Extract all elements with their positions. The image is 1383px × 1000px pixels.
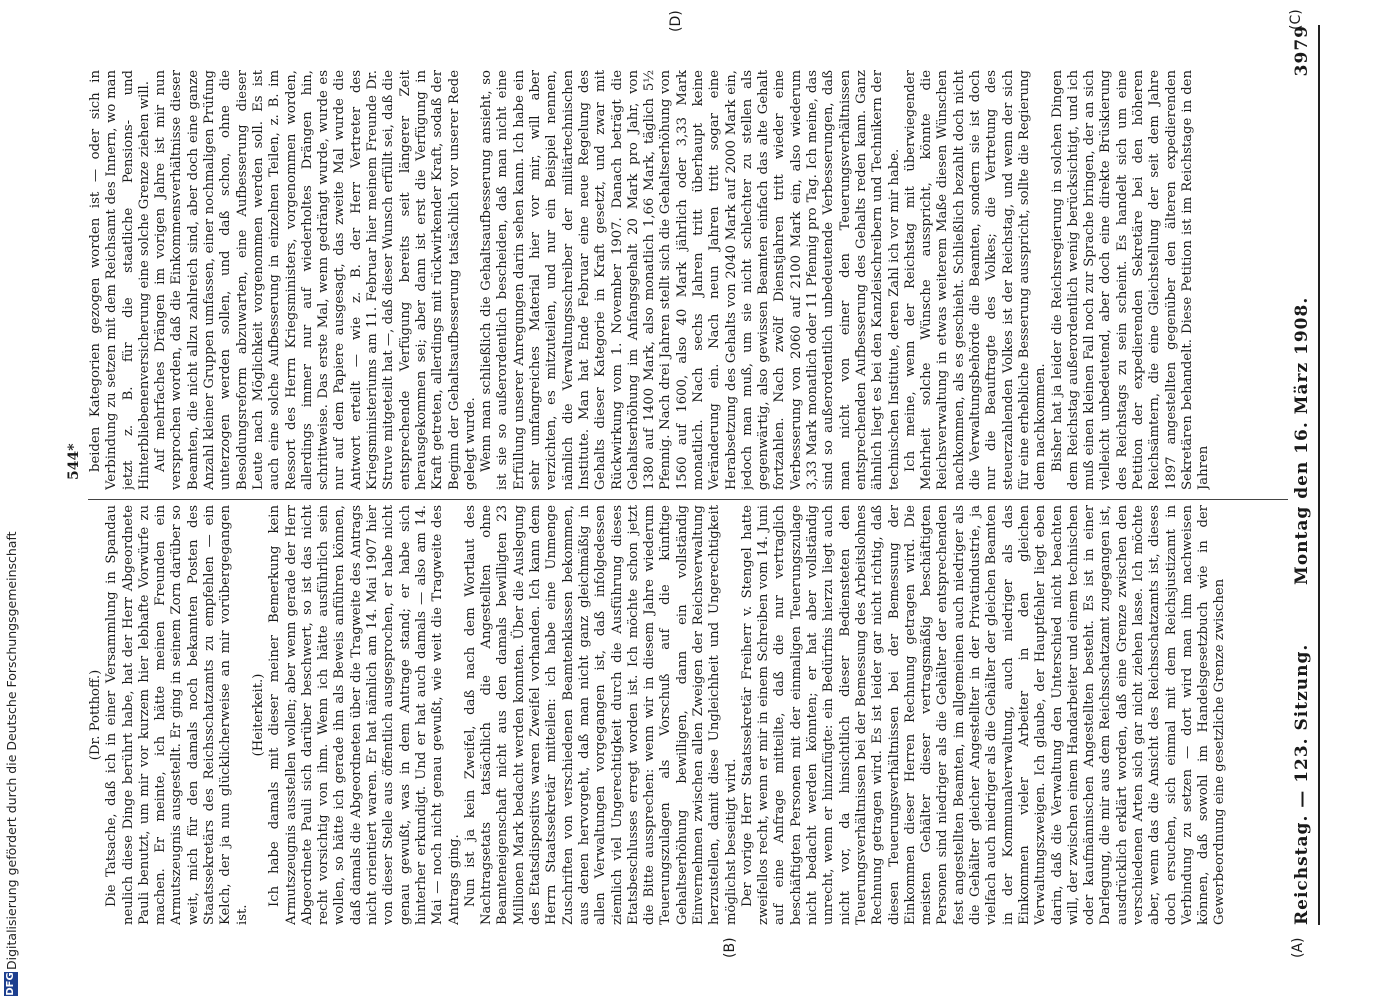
header-session: Reichstag. — 123. Sitzung. <box>1292 643 1312 925</box>
paragraph: Ich habe damals mit dieser meiner Bemerkung kein Armutszeugnis ausstellen wollen; aber wenn gerade der Herr Abgeordnete Pauli sich darüber beschwert, so ist das nicht recht vorsichtig von ihm. Wenn ich hätte ausführlich sein wollen, so hätte ich gerade ihn als Beweis anführen können, daß damals die Abgeordneten über die Tragweite des Antrags nicht orientiert waren. Er hat nämlich am 14. Mai 1907 hier von dieser Stelle aus öffentlich ausgesprochen, er habe nicht genau gewußt, was in dem Antrage stand; er habe sich hinterher erkundigt. Und er hat auch damals — also am 14. Mai — noch nicht genau gewußt, wie weit die Tragweite des Antrags ging. <box>267 505 462 925</box>
interjection: (Heiterkeit.) <box>250 673 266 757</box>
speaker-label: (Dr. Potthoff.) <box>88 669 103 761</box>
margin-marker-c: (C) <box>1288 9 1304 30</box>
paragraph: Wenn man schließlich die Gehaltsaufbesserung ansieht, so ist sie so außerordentlich bescheiden, daß man nicht eine Erfüllung unserer Anregungen darin sehen kann. Ich habe ein sehr umfangreiches Material hier vor mir, will aber verzichten, es mitzuteilen, und nur ein Beispiel nennen, nämlich die Verwaltungsschreiber der militärtechnischen Institute. Man hat Ende Februar eine neue Regelung des Gehalts dieser Kategorie in Kraft gesetzt, und zwar mit Rückwirkung vom 1. November 1907. Danach beträgt die Gehaltserhöhung im Anfangsgehalt 20 Mark pro Jahr, von 1380 auf 1400 Mark, also monatlich 1,66 Mark, täglich 5½ Pfennig. Nach drei Jahren stellt sich die Gehaltserhöhung von 1560 auf 1600, also 40 Mark jährlich oder 3,33 Mark monatlich. Nach sechs Jahren tritt überhaupt keine Veränderung ein. Nach neun Jahren tritt sogar eine Herabsetzung des Gehalts von 2040 Mark auf 2000 Mark ein, jedoch man muß, um sie nicht schlechter zu stellen als gegenwärtig, also gewissen Beamten einfach das alte Gehalt fortzahlen. Nach zwölf Dienstjahren tritt wieder eine Verbesserung von 2060 auf 2100 Mark ein, also wiederum 3,33 Mark monatlich oder 11 Pfennig pro Tag. Ich meine, das sind so außerordentlich unbedeutende Verbesserungen, daß man nicht von einer den Teuerungsverhältnissen entsprechenden Aufbesserung des Gehalts reden kann. Ganz ähnlich liegt es bei den Kanzleischreibern und Technikern der technischen Institute, deren Zahl ich vor mir habe. <box>479 70 902 490</box>
dfg-logo: DFG <box>5 972 16 996</box>
paragraph: Ich meine, wenn der Reichstag mit überwiegender Mehrheit solche Wünsche ausspricht, könnte die Reichsverwaltung in etwas weiterem Maße diesen Wünschen nachkommen, als es geschieht. Schließlich bezahlt doch nicht die Verwaltungsbehörde die Beamten, sondern sie ist doch nur die Beauftragte des Volkes; die Vertretung des steuerzahlenden Volkes ist der Reichstag, und wenn der sich für eine erhebliche Besserung ausspricht, sollte die Regierung dem nachkommen. <box>902 70 1049 490</box>
margin-marker-d: (D) <box>668 10 684 32</box>
digitization-credit <box>0 0 24 1000</box>
header-page-number: 3979 <box>1292 25 1312 77</box>
margin-marker-a: (A) <box>1290 937 1306 958</box>
column-divider <box>88 499 1288 500</box>
paragraph: beiden Kategorien gezogen worden ist — oder sich in Verbindung zu setzen mit dem Reichsamt des Innern, wo man jetzt z. B. für die staatliche Pensions- und Hinterbliebenenversicherung eine solche Grenze ziehen will. <box>88 70 152 490</box>
paragraph: Die Tatsache, daß ich in einer Versammlung in Spandau neulich diese Dinge berührt habe, hat der Herr Abgeordnete Pauli benutzt, um mir vor kurzem hier lebhafte Vorwürfe zu machen. Er meinte, ich hätte meinen Freunden ein Armutszeugnis ausgestellt. Er ging in seinem Zorn darüber so weit, mich für den damals noch bekannten Posten des Staatssekretärs des Reichsschatzamts zu empfehlen — ein Kelch, der ja nun glücklicherweise an mir vorübergegangen ist. <box>104 505 250 925</box>
paragraph: Der vorige Herr Staatssekretär Freiherr v. Stengel hatte zweifellos recht, wenn er mir in einem Schreiben vom 14. Juni auf eine Anfrage mitteilte, daß die nur vertraglich beschäftigten Personen mit der einmaligen Teuerungszulage nicht bedacht werden könnten; er hat aber vollständig unrecht, wenn er hinzufügte: ein Bedürfnis hierzu liegt auch nicht vor, da hinsichtlich dieser Bediensteten den Teuerungsverhältnissen bei der Bemessung des Arbeitslohnes Rechnung getragen wird. Es ist leider gar nicht richtig, daß diesen Teuerungsverhältnissen bei der Bemessung der Einkommen dieser Herren Rechnung getragen wird. Die meisten Gehälter dieser vertragsmäßig beschäftigten Personen sind niedriger als die Gehälter der entsprechenden fest angestellten Beamten, im allgemeinen auch niedriger als die Gehälter gleicher Angestellter in der Privatindustrie, ja vielfach auch niedriger als die Gehälter der gleichen Beamten in der Kommunalverwaltung, auch niedriger als das Einkommen vieler Arbeiter in den gleichen Verwaltungszweigen. Ich glaube, der Hauptfehler liegt eben darin, daß die Verwaltung den Unterschied nicht beachten will, der zwischen einem Handarbeiter und einem technischen oder kaufmännischen Angestellten besteht. Es ist in einer Darlegung, die mir aus dem Reichsschatzamt zugegangen ist, ausdrücklich erklärt worden, daß eine Grenze zwischen den verschiedenen Arten sich gar nicht ziehen lasse. Ich möchte aber, wenn das die Ansicht des Reichsschatzamts ist, dieses doch ersuchen, sich einmal mit dem Reichsjustizamt in Verbindung zu setzen — dort wird man ihm nachweisen können, daß sowohl im Handelsgesetzbuch wie in der Gewerbeordnung eine gesetzliche Grenze zwischen <box>739 505 1228 925</box>
signature-mark: 544* <box>66 443 82 480</box>
paragraph: Auf mehrfaches Drängen im vorigen Jahre ist mir nun versprochen worden, daß die Einkommensverhältnisse dieser Beamten, die nicht allzu zahlreich sind, aber doch eine ganze Anzahl kleiner Gruppen umfassen, einer nochmaligen Prüfung unterzogen werden sollen, und daß schon, ohne die Besoldungsreform abzuwarten, eine Aufbesserung dieser Leute nach Möglichkeit vorgenommen werden soll. Es ist auch eine solche Aufbesserung in einzelnen Teilen, z. B. im Ressort des Herrn Kriegsministers, vorgenommen worden, allerdings immer nur auf wiederholtes Drängen hin, schrittweise. Das erste Mal, wenn gedrängt wurde, wurde es nur auf dem Papiere ausgesagt, das zweite Mal wurde die Antwort erteilt — wie z. B. der Herr Vertreter des Kriegsministeriums am 11. Februar hier meinem Freunde Dr. Struve mitgeteilt hat —, daß dieser Wunsch erfüllt sei, daß die entsprechende Verfügung bereits seit längerer Zeit herausgekommen sei; aber dann ist erst die Verfügung in Kraft getreten, allerdings mit rückwirkender Kraft, sodaß der Beginn der Gehaltsaufbesserung tatsächlich vor unserer Rede gelegt wurde. <box>153 70 478 490</box>
header-rule <box>1318 25 1320 925</box>
paragraph: Bisher hat ja leider die Reichsregierung in solchen Dingen dem Reichstag außerordentlich wenig berücksichtigt, und ich muß einen kleinen Fall noch zur Sprache bringen, der an sich vielleicht unbedeutend, aber doch eine direkte Brüskierung des Reichstags zu sein scheint. Es handelt sich um eine Petition der expedierenden Sekretäre bei den höheren Reichsämtern, die eine Gleichstellung der seit dem Jahre 1897 angestellten gegenüber den älteren expedierenden Sekretären behandelt. Diese Petition ist im Reichstage in den Jahren <box>1049 70 1212 490</box>
left-column <box>88 505 1283 925</box>
margin-marker-b: (B) <box>722 937 738 958</box>
page-header <box>1292 25 1318 925</box>
right-column <box>88 70 1283 490</box>
paragraph: Nun ist ja kein Zweifel, daß nach dem Wortlaut des Nachtragsetats tatsächlich die Angestellten ohne Beamteneigenschaft nicht aus den damals bewilligten 23 Millionen Mark bedacht werden konnten. Über die Auslegung des Etatsdispositivs waren Zweifel vorhanden. Ich kann dem Herrn Staatssekretär mitteilen: ich habe eine Unmenge Zuschriften von verschiedenen Beamtenklassen bekommen, aus denen hervorgeht, daß man nicht ganz gleichmäßig in allen Verwaltungen vorgegangen ist, daß infolgedessen ziemlich viel Ungerechtigkeit durch die Ausführung dieses Etatsbeschlusses erregt worden ist. Ich möchte schon jetzt die Bitte aussprechen: wenn wir in diesem Jahre wiederum Teuerungszulagen als Vorschuß auf die künftige Gehaltserhöhung bewilligen, dann ein vollständig Einvernehmen zwischen allen Zweigen der Reichsverwaltung herzustellen, damit diese Ungleichheit und Ungerechtigkeit möglichst beseitigt wird. <box>462 505 739 925</box>
header-date: Montag den 16. März 1908. <box>1292 296 1312 585</box>
credit-text: Digitalisierung gefördert durch die Deutsche Forschungsgemeinschaft <box>4 531 19 970</box>
